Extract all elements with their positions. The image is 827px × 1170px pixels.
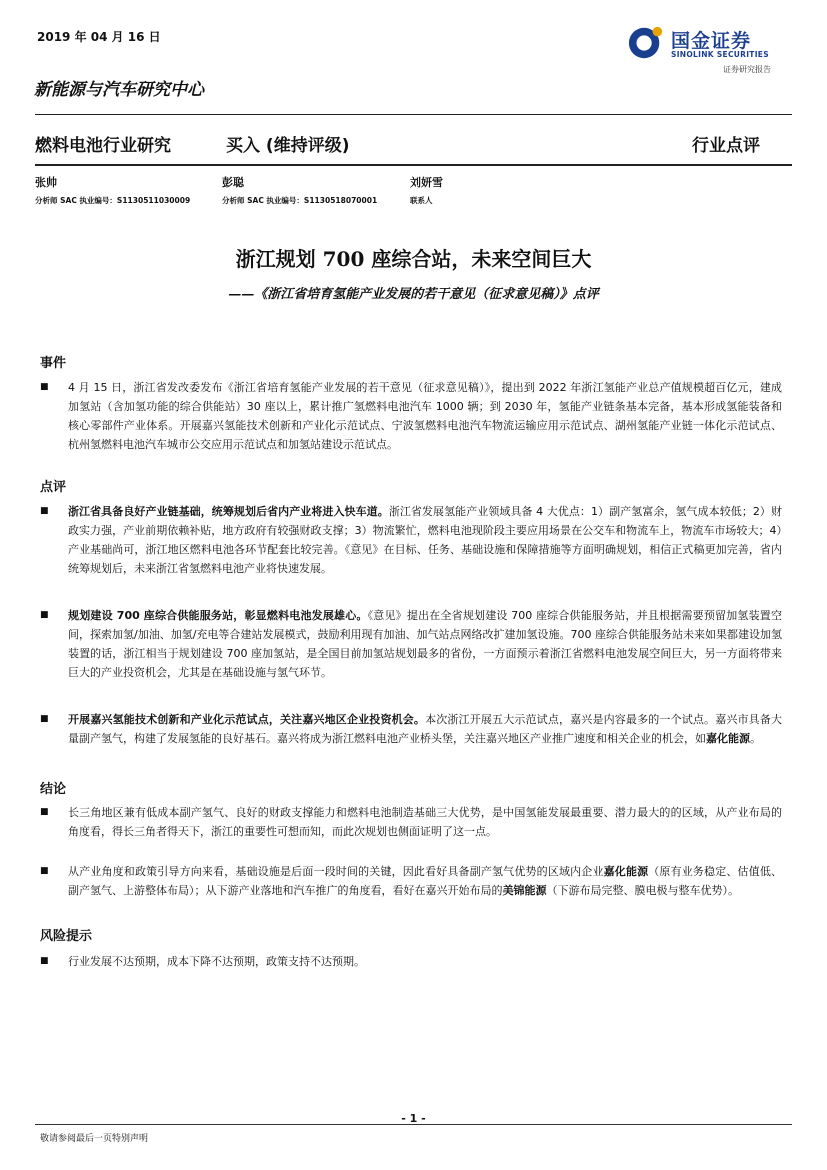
bullet-text: 浙江省发展氢能产业领域具备 4 大优点：1）副产氢富余，氢气成本较低；2）财政实力强，产业前期依赖补贴，地方政府有较强财政支撑；3）物流繁忙，燃料电池现阶段主要应用场景在公交车和物流车上，物流车市场较大；4）产业基础尚可，浙江地区燃料电池各环节配套比较完善。《意见》在目标、任务、基础设施和保障措施等方面明确规划，相信正式稿更加完善，省内统筹规划后，未来浙江省氢燃料电池产业将快速发展。 bbox=[68, 505, 782, 575]
square-bullet-icon: ■ bbox=[40, 610, 49, 620]
bullet-text: 。 bbox=[750, 732, 761, 745]
section-heading: 结论 bbox=[40, 782, 67, 797]
bullet-text: 行业发展不达预期，成本下降不达预期，政策支持不达预期。 bbox=[68, 955, 365, 968]
analyst-name: 彭聪 bbox=[222, 176, 244, 189]
bullet-text: （原有业务稳定、估值低、副产氢气、上游整体布局）；从下游产业落地和汽车推广的角度看，看好在嘉兴开始布局的 bbox=[68, 865, 783, 897]
main-title: 浙江规划 700 座综合站，未来空间巨大 bbox=[235, 247, 592, 271]
bullet-item bbox=[40, 378, 782, 454]
bullet-lead: 规划建设 700 座综合供能服务站，彰显燃料电池发展雄心。 bbox=[68, 609, 368, 622]
bullet-lead: 开展嘉兴氢能技术创新和产业化示范试点，关注嘉兴地区企业投资机会。 bbox=[68, 713, 426, 726]
square-bullet-icon: ■ bbox=[40, 382, 49, 392]
section-heading: 事件 bbox=[40, 356, 67, 371]
divider bbox=[35, 1124, 792, 1125]
logo-sub: 证券研究报告 bbox=[723, 65, 771, 74]
company-name: 嘉化能源 bbox=[706, 732, 750, 745]
analyst-role: 分析师 SAC 执业编号：S1130511030009 bbox=[35, 196, 191, 205]
report-type: 行业点评 bbox=[692, 136, 760, 156]
bullet-text: 长三角地区兼有低成本副产氢气、良好的财政支撑能力和燃料电池制造基础三大优势，是中国氢能发展最重要、潜力最大的的区域，从产业布局的角度看，得长三角者得天下，浙江的重要性可想而知，而此次规划也侧面证明了这一点。 bbox=[68, 806, 782, 838]
bullet-item bbox=[40, 952, 782, 971]
bullet-text: 从产业角度和政策引导方向来看，基础设施是后面一段时间的关键，因此看好具备副产氢气优势的区域内企业 bbox=[68, 865, 604, 878]
rating: 买入 (维持评级) bbox=[226, 136, 350, 156]
company-name: 美锦能源 bbox=[502, 884, 547, 897]
page-number: - 1 - bbox=[401, 1112, 426, 1125]
disclaimer-note: 敬请参阅最后一页特别声明 bbox=[40, 1134, 149, 1144]
bullet-text: 《意见》提出在全省规划建设 700 座综合供能服务站，并且根据需要预留加氢装置空间，探索加氢/加油、加氢/充电等合建站发展模式，鼓励利用现有加油、加气站点网络改扩建加氢设施。700 座综合供能服务站未来如果都建设加氢装置的话，浙江相当于规划建设 700 座加氢站，是全国目前加氢站规划最多的省份，一方面预示着浙江省燃料电池发展空间巨大，另一方面将带来巨大的产业投资机会，尤其是在基础设施与氢气环节。 bbox=[68, 609, 782, 679]
analyst-name: 刘妍雪 bbox=[410, 176, 443, 189]
square-bullet-icon: ■ bbox=[40, 506, 49, 516]
section-heading: 点评 bbox=[40, 480, 67, 495]
bullet-text: （下游布局完整、膜电极与整车优势）。 bbox=[546, 884, 739, 897]
bullet-text: 本次浙江开展五大示范试点，嘉兴是内容最多的一个试点。嘉兴市具备大量副产氢气，构建了发展氢能的良好基石。嘉兴将成为浙江燃料电池产业桥头堡，关注嘉兴地区产业推广速度和相关企业的机会，如 bbox=[68, 713, 782, 745]
bullet-item bbox=[40, 606, 782, 682]
bullet-item bbox=[40, 710, 782, 748]
research-center: 新能源与汽车研究中心 bbox=[34, 80, 204, 100]
logo-cn: 国金证券 bbox=[671, 30, 752, 52]
square-bullet-icon: ■ bbox=[40, 956, 49, 966]
divider bbox=[35, 164, 792, 166]
company-name: 嘉化能源 bbox=[603, 865, 649, 878]
square-bullet-icon: ■ bbox=[40, 807, 49, 817]
report-date: 2019 年 04 月 16 日 bbox=[37, 30, 161, 44]
logo bbox=[627, 20, 792, 75]
analyst bbox=[35, 174, 190, 206]
bullet-item bbox=[40, 502, 782, 578]
sub-title: ——《浙江省培育氢能产业发展的若干意见（征求意见稿）》点评 bbox=[228, 287, 599, 302]
section-heading: 风险提示 bbox=[40, 929, 93, 944]
analyst bbox=[410, 174, 443, 206]
report-title: 燃料电池行业研究 bbox=[35, 136, 171, 156]
bullet-item bbox=[40, 803, 782, 841]
bullet-lead: 浙江省具备良好产业链基础，统筹规划后省内产业将进入快车道。 bbox=[68, 505, 389, 518]
analyst-role: 分析师 SAC 执业编号：S1130518070001 bbox=[222, 196, 378, 205]
square-bullet-icon: ■ bbox=[40, 866, 49, 876]
analyst bbox=[222, 174, 377, 206]
divider bbox=[35, 114, 792, 115]
square-bullet-icon: ■ bbox=[40, 714, 49, 724]
logo-en: SINOLINK SECURITIES bbox=[671, 50, 769, 59]
sinolink-logo-icon bbox=[627, 24, 665, 62]
bullet-text: 4 月 15 日，浙江省发改委发布《浙江省培育氢能产业发展的若干意见（征求意见稿）》，提出到 2022 年浙江氢能产业总产值规模超百亿元，建成加氢站（含加氢功能的综合供能站）30 座以上，累计推广氢燃料电池汽车 1000 辆；到 2030 年，氢能产业链条基本完备，基本形成氢能装备和核心零部件产业体系。开展嘉兴氢能技术创新和产业化示范试点、宁波氢燃料电池汽车物流运输应用示范试点、湖州氢能产业链一体化示范试点、杭州氢燃料电池汽车城市公交应用示范试点和加氢站建设示范试点。 bbox=[68, 381, 782, 451]
analyst-role: 联系人 bbox=[410, 196, 433, 205]
bullet-item bbox=[40, 862, 782, 900]
analyst-name: 张帅 bbox=[35, 176, 57, 189]
